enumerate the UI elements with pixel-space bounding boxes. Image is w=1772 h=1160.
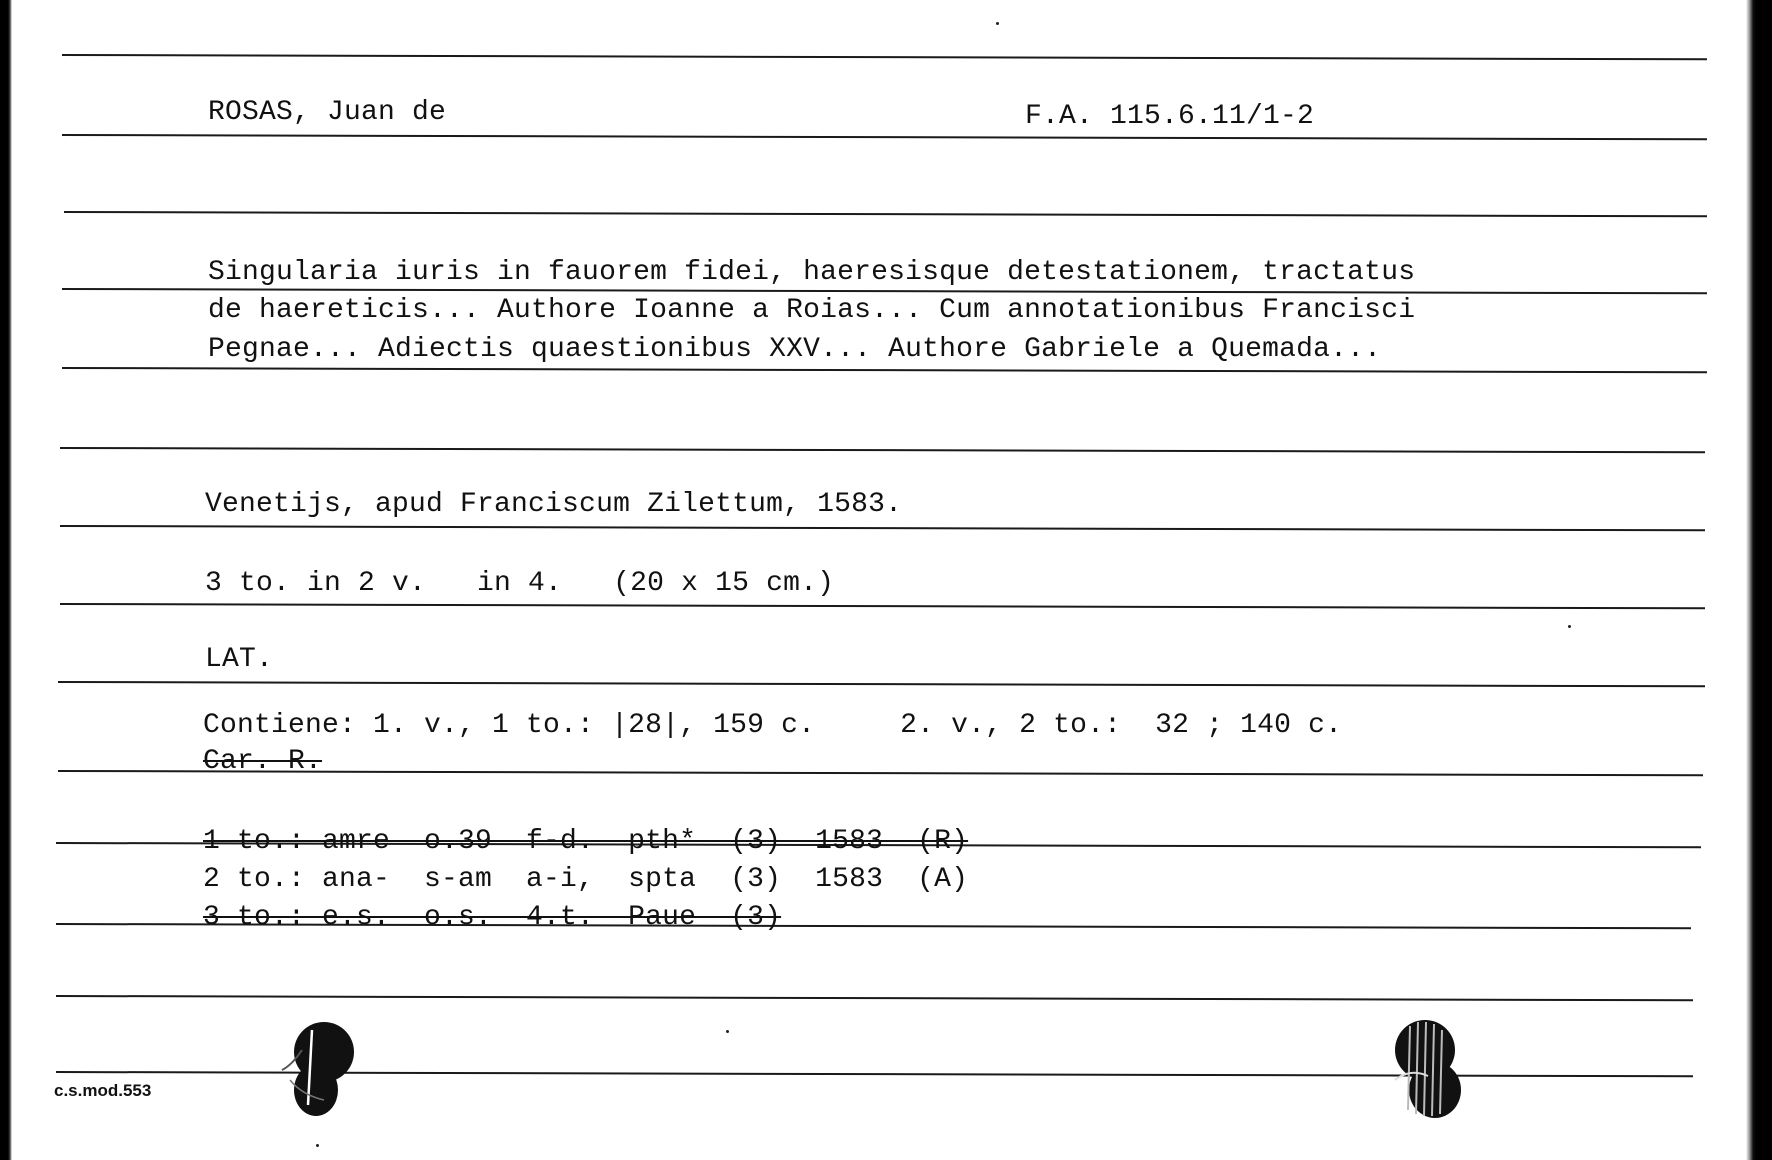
rule-line bbox=[62, 367, 1707, 373]
rule-line bbox=[56, 995, 1693, 1001]
rule-line bbox=[60, 525, 1705, 531]
scan-speck bbox=[316, 1144, 319, 1147]
title-line-1: Singularia iuris in fauorem fidei, haeresisque detestationem, tractatus bbox=[208, 257, 1416, 288]
physical-description: 3 to. in 2 v. in 4. (20 x 15 cm.) bbox=[205, 568, 835, 599]
contents: Contiene: 1. v., 1 to.: |28|, 159 c. 2. v., 2 to.: 32 ; 140 c. bbox=[203, 710, 1343, 741]
title-line-3: Pegnae... Adiectis quaestionibus XXV... Authore Gabriele a Quemada... bbox=[208, 334, 1382, 365]
scan-speck bbox=[1568, 625, 1571, 628]
rule-line bbox=[62, 134, 1707, 140]
title-line-2: de haereticis... Authore Ioanne a Roias... Cum annotationibus Francisci bbox=[208, 295, 1416, 326]
rule-line bbox=[58, 681, 1705, 687]
punch-hole-icon bbox=[1380, 1010, 1480, 1125]
rule-line bbox=[60, 603, 1705, 609]
scan-speck bbox=[996, 22, 999, 25]
rule-line bbox=[62, 54, 1707, 60]
fingerprint-1: 1 to.: amre o.39 f-d. pth* (3) 1583 (R) bbox=[203, 826, 969, 857]
imprint: Venetijs, apud Franciscum Zilettum, 1583. bbox=[205, 489, 903, 520]
language: LAT. bbox=[205, 644, 274, 675]
fingerprint-2: 2 to.: ana- s-am a-i, spta (3) 1583 (A) bbox=[203, 864, 969, 895]
call-number: F.A. 115.6.11/1-2 bbox=[1025, 101, 1315, 132]
scan-edge-right bbox=[1746, 0, 1772, 1160]
scan-edge-left bbox=[0, 0, 12, 1160]
author-heading: ROSAS, Juan de bbox=[208, 97, 447, 128]
punch-hole-icon bbox=[272, 1010, 372, 1125]
rule-line bbox=[60, 447, 1705, 453]
fingerprint-3: 3 to.: e.s. o.s. 4.t. Paue (3) bbox=[203, 902, 782, 933]
scan-speck bbox=[726, 1030, 729, 1033]
note: Car. R. bbox=[203, 746, 323, 777]
rule-line bbox=[64, 211, 1707, 217]
form-code: c.s.mod.553 bbox=[54, 1081, 152, 1100]
